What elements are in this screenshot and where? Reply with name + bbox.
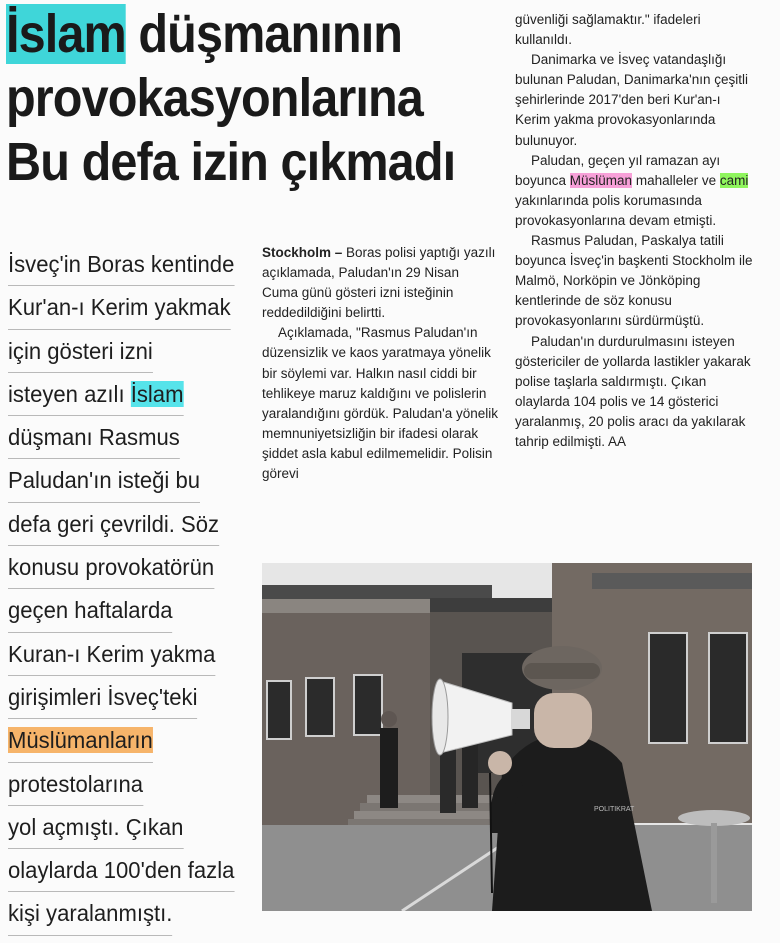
headline-line-1-rest: düşmanının [125,4,403,64]
lead-line: yol açmıştı. Çıkan [8,806,183,849]
body-paragraph [515,151,755,231]
lead-line: defa geri çevrildi. Söz [8,503,219,546]
body-text: Paludan, geçen yıl ramazan ayı boyunca [515,152,721,188]
lead-line: Paludan'ın isteği bu [8,459,200,502]
lead-line: düşmanı Rasmus [8,416,180,459]
lead-line-text: isteyen azılı [8,380,131,407]
lead-muslim-highlight: Müslümanların [8,727,153,754]
news-photo [262,563,752,911]
lead-line: olaylarda 100'den fazla [8,849,234,892]
headline-line-3: Bu defa izin çıkmadı [6,132,456,192]
lead-line: geçen haftalarda [8,589,173,632]
body-text: mahalleler ve [632,172,720,188]
lead-line: için gösteri izni [8,330,153,373]
cami-highlight: cami [719,172,749,188]
lead-line: İsveç'in Boras kentinde [8,243,234,286]
headline [6,2,456,194]
lead-line [8,719,153,762]
body-paragraph: Danimarka ve İsveç vatandaşlığı bulunan Paludan, Danimarka'nın çeşitli şehirlerinde 2017'den beri Kur'an-ı Kerim yakma provokasyonlarında bulunuyor. [515,52,748,148]
muslim-highlight: Müslüman [569,172,633,188]
lead-line: girişimleri İsveç'teki [8,676,197,719]
lead-line: Kur'an-ı Kerim yakmak [8,286,231,329]
photo-illustration [262,563,752,911]
dateline: Stockholm – [262,245,343,260]
headline-line-1 [6,2,456,66]
headline-line-2: provokasyonlarına [6,68,423,128]
body-paragraph: güvenliği sağlamaktır." ifadeleri kullanıldı. [515,12,701,48]
body-paragraph: Rasmus Paludan, Paskalya tatili boyunca İsveç'in başkenti Stockholm ile Malmö, Norköpin ve Jönköping kentlerinde de söz konusu provokasyonlarını sürdürmüştü. [515,233,753,329]
body-paragraph [262,243,498,323]
lead-islam-highlight: İslam [130,380,184,407]
body-paragraph: Paludan'ın durdurulmasını isteyen göstericiler de yollarda lastikler yakarak polise taşlarla saldırmıştı. Çıkan olaylarda 104 polis ve 14 gösterici yaralanmış, 20 polis aracı da yakılarak tahrip edilmişti. AA [515,333,751,449]
body-text: yakınlarında polis korumasında provokasyonlarına devam etmişti. [515,192,717,228]
lead-line: protestolarına [8,763,143,806]
lead-line: kişi yaralanmıştı. [8,892,172,935]
lead-paragraph [8,243,248,936]
body-text: Boras polisi yaptığı yazılı açıklamada, Paludan'ın 29 Nisan Cuma günü gösteri izni isteğinin reddedildiğini belirtti. [262,245,496,321]
lead-line [8,373,183,416]
lead-line: Kuran-ı Kerim yakma [8,633,215,676]
body-paragraph: Açıklamada, "Rasmus Paludan'ın düzensizlik ve kaos yaratmaya yönelik bir söylemi var. Halkın nasıl ciddi bir tehlikeye maruz kaldığını ve polislerin yaralandığını gördük. Paludan'a yönelik memnuniyetsizliğin bir ifadesi olarak şiddet asla kabul edilmemelidir. Polisin görevi [262,325,498,482]
body-column-1 [262,243,498,484]
body-column-2 [515,10,755,452]
lead-line: konusu provokatörün [8,546,214,589]
jacket-text: POLITIKRAT [594,806,635,813]
headline-islam-highlight: İslam [6,4,126,64]
